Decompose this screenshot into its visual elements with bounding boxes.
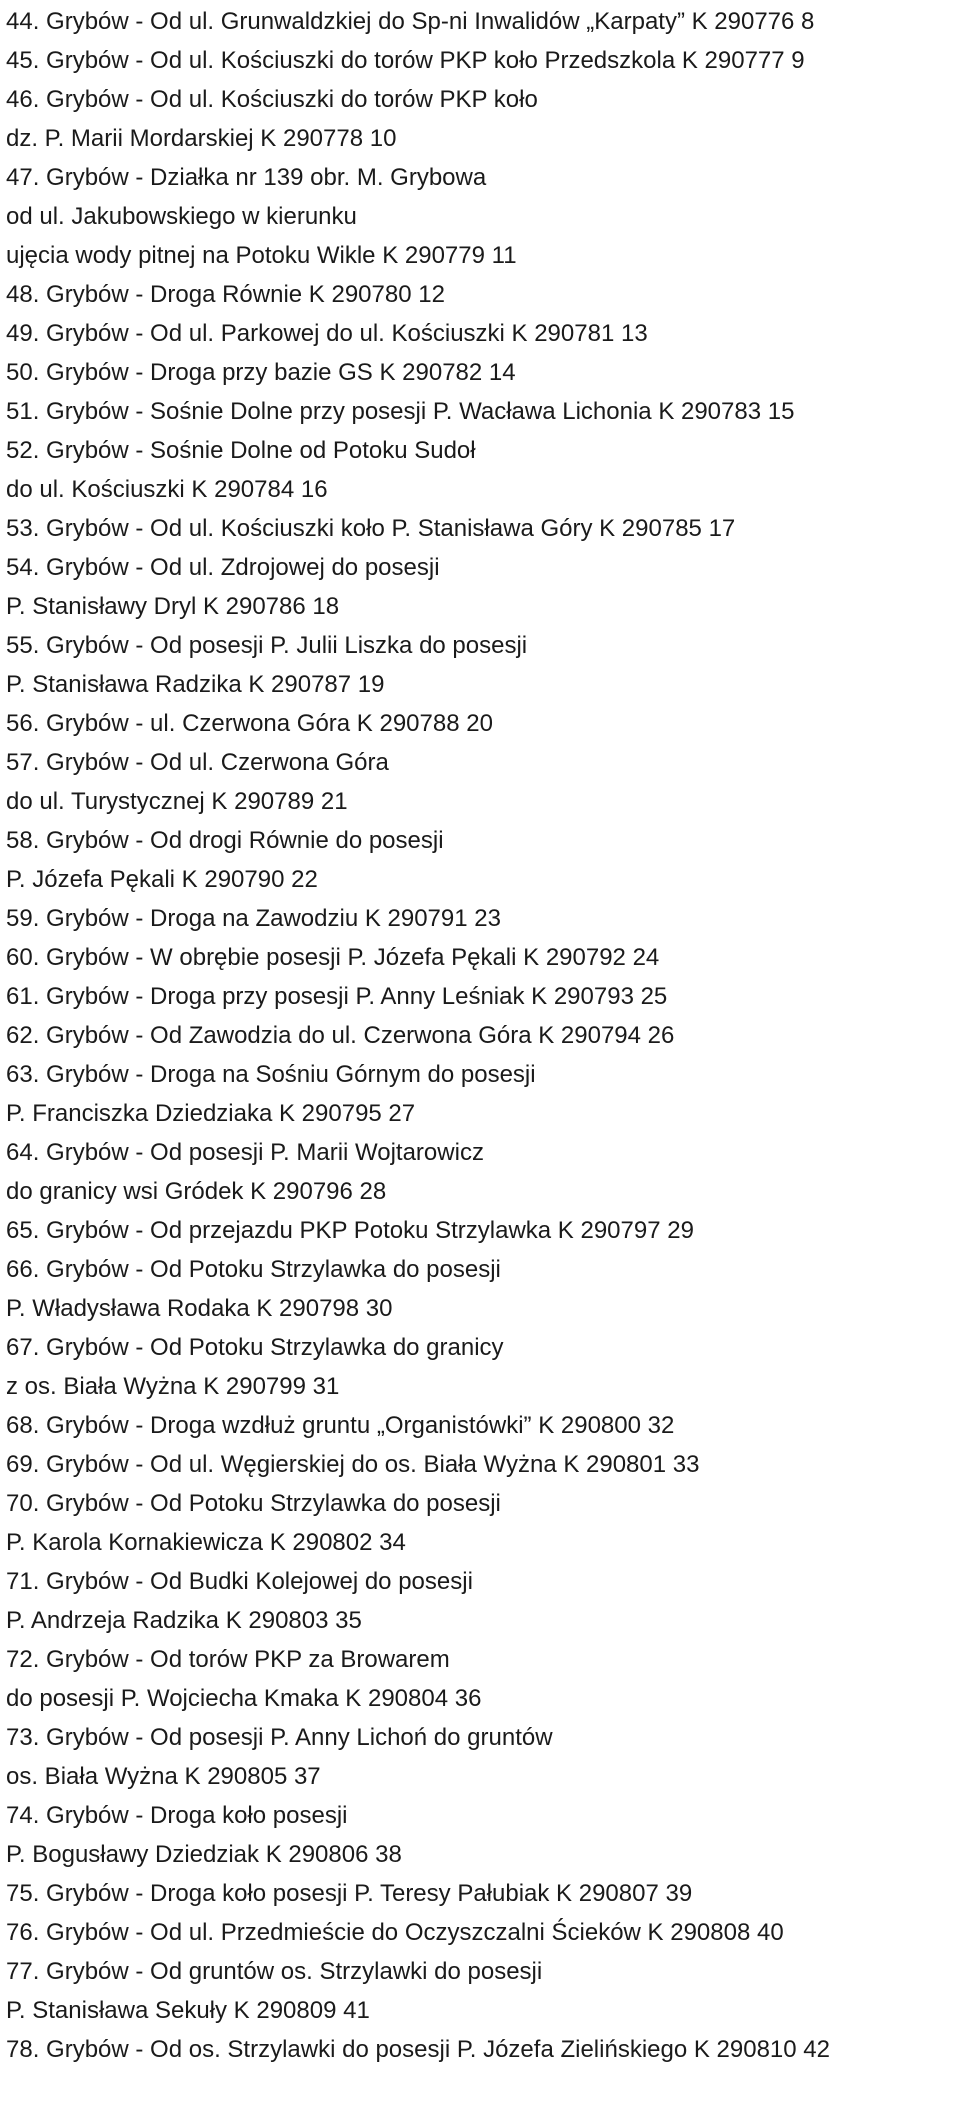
- text-line: 52. Grybów - Sośnie Dolne od Potoku Sudoł: [6, 437, 476, 464]
- text-line: 53. Grybów - Od ul. Kościuszki koło P. Stanisława Góry K 290785 17: [6, 515, 736, 542]
- text-line: od ul. Jakubowskiego w kierunku: [6, 203, 357, 230]
- text-line: 54. Grybów - Od ul. Zdrojowej do posesji: [6, 554, 440, 581]
- text-line: do ul. Kościuszki K 290784 16: [6, 476, 328, 503]
- text-line: P. Władysława Rodaka K 290798 30: [6, 1295, 393, 1322]
- text-line: 64. Grybów - Od posesji P. Marii Wojtarowicz: [6, 1139, 484, 1166]
- text-line: do granicy wsi Gródek K 290796 28: [6, 1178, 387, 1205]
- text-line: 77. Grybów - Od gruntów os. Strzylawki do posesji: [6, 1958, 543, 1985]
- text-line: 73. Grybów - Od posesji P. Anny Lichoń do gruntów: [6, 1724, 553, 1751]
- text-line: 69. Grybów - Od ul. Węgierskiej do os. Biała Wyżna K 290801 33: [6, 1451, 700, 1478]
- text-line: 61. Grybów - Droga przy posesji P. Anny Leśniak K 290793 25: [6, 983, 668, 1010]
- text-line: 56. Grybów - ul. Czerwona Góra K 290788 20: [6, 710, 493, 737]
- text-line: 71. Grybów - Od Budki Kolejowej do posesji: [6, 1568, 473, 1595]
- text-line: P. Stanisława Radzika K 290787 19: [6, 671, 385, 698]
- text-line: 60. Grybów - W obrębie posesji P. Józefa Pękali K 290792 24: [6, 944, 660, 971]
- text-line: 72. Grybów - Od torów PKP za Browarem: [6, 1646, 450, 1673]
- text-line: P. Stanisławy Dryl K 290786 18: [6, 593, 340, 620]
- text-line: 49. Grybów - Od ul. Parkowej do ul. Kościuszki K 290781 13: [6, 320, 648, 347]
- text-line: os. Biała Wyżna K 290805 37: [6, 1763, 321, 1790]
- text-line: P. Karola Kornakiewicza K 290802 34: [6, 1529, 406, 1556]
- text-line: 51. Grybów - Sośnie Dolne przy posesji P. Wacława Lichonia K 290783 15: [6, 398, 795, 425]
- text-line: 65. Grybów - Od przejazdu PKP Potoku Strzylawka K 290797 29: [6, 1217, 694, 1244]
- document-text: [6, 2, 956, 2069]
- text-line: 76. Grybów - Od ul. Przedmieście do Oczyszczalni Ścieków K 290808 40: [6, 1919, 784, 1946]
- text-line: 74. Grybów - Droga koło posesji: [6, 1802, 348, 1829]
- text-line: 75. Grybów - Droga koło posesji P. Teresy Pałubiak K 290807 39: [6, 1880, 693, 1907]
- text-line: 59. Grybów - Droga na Zawodziu K 290791 23: [6, 905, 501, 932]
- text-line: 68. Grybów - Droga wzdłuż gruntu „Organistówki” K 290800 32: [6, 1412, 675, 1439]
- text-line: 55. Grybów - Od posesji P. Julii Liszka do posesji: [6, 632, 528, 659]
- text-line: do posesji P. Wojciecha Kmaka K 290804 36: [6, 1685, 482, 1712]
- text-line: do ul. Turystycznej K 290789 21: [6, 788, 348, 815]
- text-line: 70. Grybów - Od Potoku Strzylawka do posesji: [6, 1490, 501, 1517]
- text-line: 57. Grybów - Od ul. Czerwona Góra: [6, 749, 389, 776]
- text-line: 58. Grybów - Od drogi Równie do posesji: [6, 827, 444, 854]
- text-line: z os. Biała Wyżna K 290799 31: [6, 1373, 340, 1400]
- text-line: P. Bogusławy Dziedziak K 290806 38: [6, 1841, 402, 1868]
- text-line: 46. Grybów - Od ul. Kościuszki do torów PKP koło: [6, 86, 538, 113]
- text-line: 45. Grybów - Od ul. Kościuszki do torów PKP koło Przedszkola K 290777 9: [6, 47, 805, 74]
- text-line: dz. P. Marii Mordarskiej K 290778 10: [6, 125, 397, 152]
- text-line: 62. Grybów - Od Zawodzia do ul. Czerwona Góra K 290794 26: [6, 1022, 675, 1049]
- text-line: 78. Grybów - Od os. Strzylawki do posesji P. Józefa Zielińskiego K 290810 42: [6, 2036, 830, 2063]
- text-line: 63. Grybów - Droga na Sośniu Górnym do posesji: [6, 1061, 536, 1088]
- text-line: 47. Grybów - Działka nr 139 obr. M. Grybowa: [6, 164, 487, 191]
- text-line: 48. Grybów - Droga Równie K 290780 12: [6, 281, 445, 308]
- text-line: 67. Grybów - Od Potoku Strzylawka do granicy: [6, 1334, 504, 1361]
- text-line: P. Józefa Pękali K 290790 22: [6, 866, 318, 893]
- text-line: 50. Grybów - Droga przy bazie GS K 290782 14: [6, 359, 516, 386]
- text-line: ujęcia wody pitnej na Potoku Wikle K 290779 11: [6, 242, 517, 269]
- text-line: P. Andrzeja Radzika K 290803 35: [6, 1607, 362, 1634]
- text-line: 44. Grybów - Od ul. Grunwaldzkiej do Sp-ni Inwalidów „Karpaty” K 290776 8: [6, 8, 815, 35]
- text-line: P. Franciszka Dziedziaka K 290795 27: [6, 1100, 416, 1127]
- text-line: 66. Grybów - Od Potoku Strzylawka do posesji: [6, 1256, 501, 1283]
- text-line: P. Stanisława Sekuły K 290809 41: [6, 1997, 370, 2024]
